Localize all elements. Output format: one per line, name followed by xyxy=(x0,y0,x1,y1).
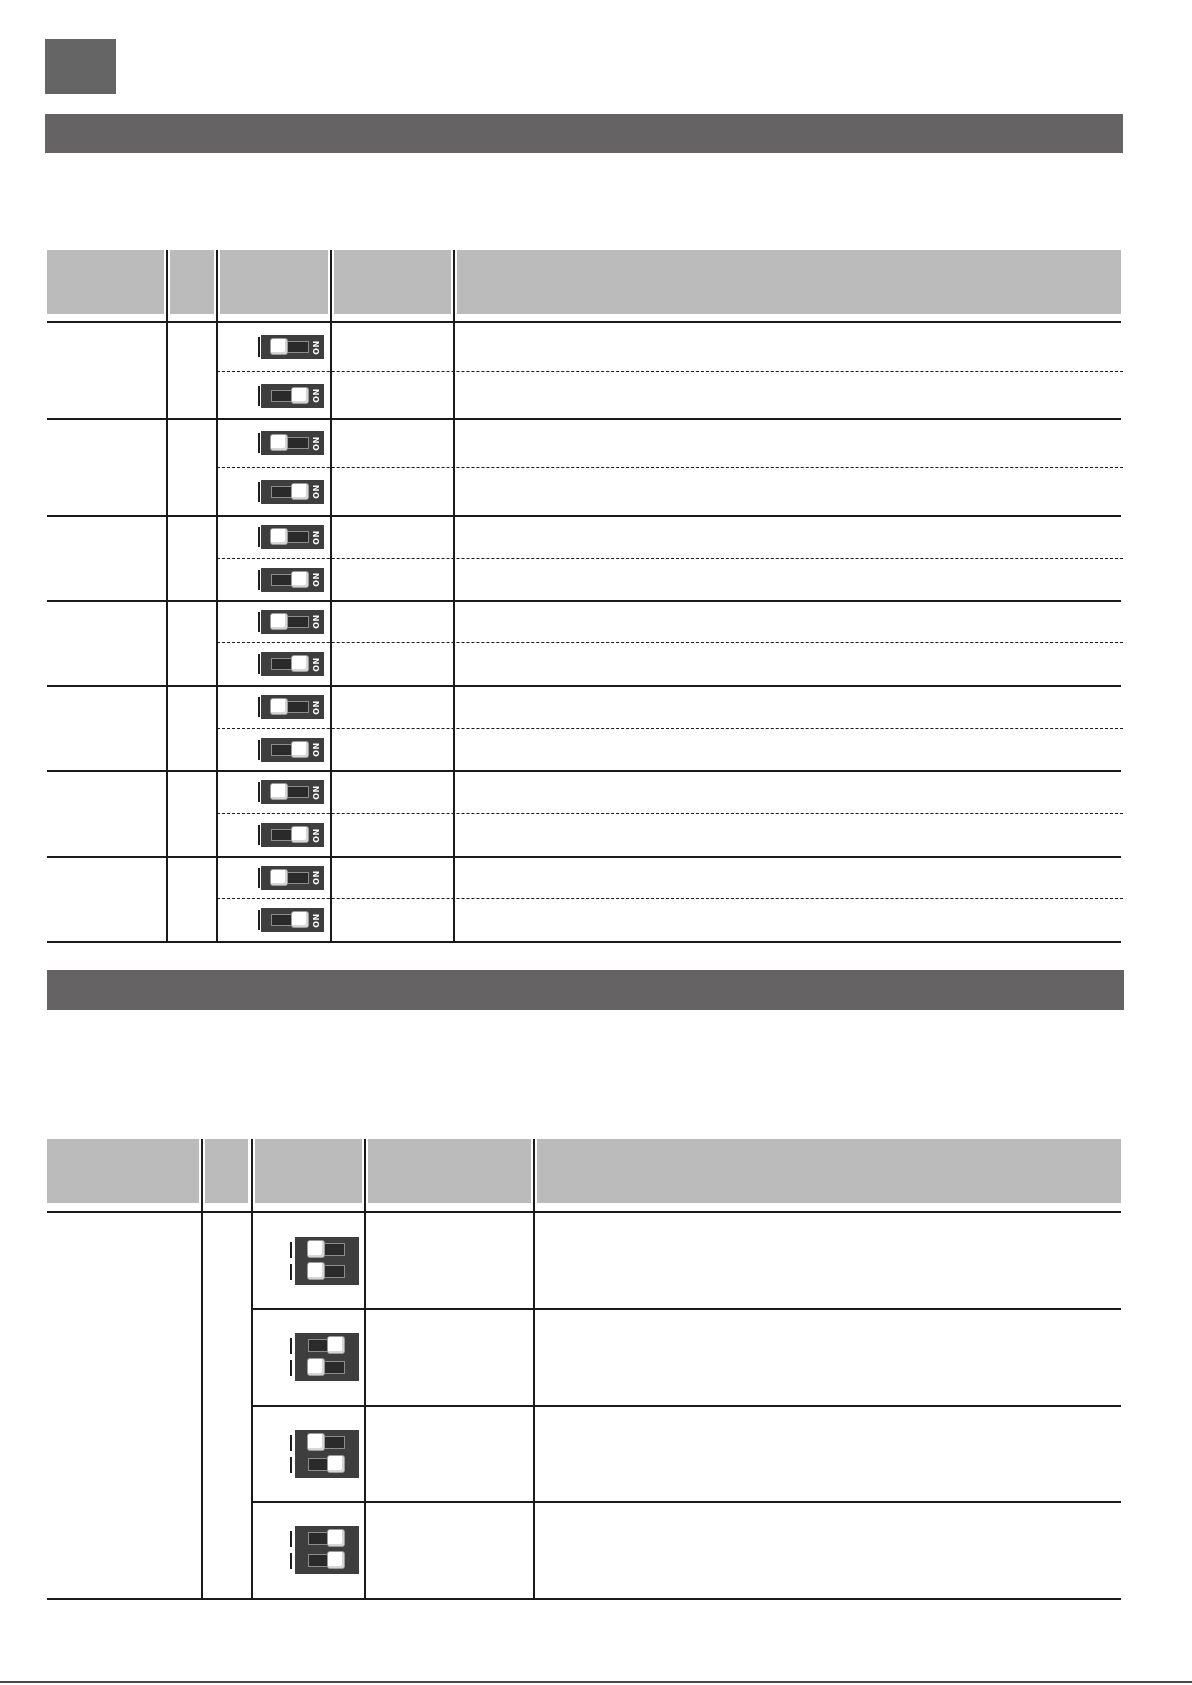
switch-tick-mark xyxy=(290,1242,292,1258)
switch-on-label-text: ON xyxy=(312,742,321,757)
section-header-bar-2 xyxy=(47,970,1124,1010)
table-header-cell xyxy=(255,1139,363,1202)
dip-switch xyxy=(258,335,324,359)
switch-on-label-text: ON xyxy=(312,436,321,451)
switch-on-label-text: ON xyxy=(312,388,321,403)
switch-on-label-text: ON xyxy=(312,656,321,672)
switch-slider-off xyxy=(307,1262,325,1280)
switch-tick-mark xyxy=(258,570,260,590)
row-divider-dashed xyxy=(217,558,1123,559)
dip-switch xyxy=(258,652,324,676)
row-divider xyxy=(47,941,1121,943)
switch-on-label-text: ON xyxy=(312,572,321,588)
switch-on-label-text: ON xyxy=(312,484,321,499)
dual-dip-switch xyxy=(290,1237,359,1285)
switch-tick-mark xyxy=(290,1531,292,1547)
switch-tick-mark xyxy=(258,527,260,547)
table-header-cell xyxy=(457,250,1121,314)
switch-tick-mark xyxy=(258,782,260,802)
dip-switch xyxy=(258,866,324,890)
column-divider xyxy=(364,1139,366,1599)
dip-switch xyxy=(258,610,324,634)
table-header-cell xyxy=(47,250,164,314)
row-divider xyxy=(47,515,1121,517)
dip-switch xyxy=(258,431,324,455)
switch-on-label xyxy=(310,480,323,504)
switch-slider-off xyxy=(307,1240,325,1258)
table-header-cell xyxy=(368,1139,531,1202)
switch-slider-on xyxy=(291,826,309,843)
switch-slider-on xyxy=(327,1336,345,1354)
switch-on-label xyxy=(310,568,323,592)
switch-slider-on xyxy=(291,571,309,588)
column-divider xyxy=(216,250,218,942)
switch-slider-on xyxy=(291,911,309,928)
switch-on-label-text: ON xyxy=(312,614,321,629)
switch-tick-mark xyxy=(290,1435,292,1451)
row-divider xyxy=(47,600,1121,602)
dip-switch xyxy=(258,738,324,762)
dual-dip-switch xyxy=(290,1430,359,1478)
row-divider xyxy=(252,1501,1122,1503)
switch-tick-mark xyxy=(258,482,260,502)
table-header-cell xyxy=(205,1139,248,1202)
column-divider xyxy=(166,250,168,942)
column-divider xyxy=(251,1139,253,1599)
dual-dip-switch xyxy=(290,1333,359,1381)
column-divider xyxy=(201,1139,203,1599)
dip-switch xyxy=(258,780,324,804)
table-header-cell xyxy=(220,250,328,314)
switch-slider-off xyxy=(270,698,288,715)
switch-on-label xyxy=(310,738,323,762)
switch-slider-off xyxy=(307,1358,325,1376)
row-divider xyxy=(47,770,1121,772)
switch-slider-on xyxy=(327,1551,345,1569)
switch-slider-off xyxy=(270,434,288,451)
switch-on-label xyxy=(310,525,323,549)
row-divider-dashed xyxy=(217,813,1123,814)
switch-tick-mark xyxy=(258,433,260,453)
switch-on-label-text: ON xyxy=(312,530,321,545)
switch-slider-off xyxy=(307,1433,325,1451)
column-divider xyxy=(453,250,455,942)
switch-slider-on xyxy=(291,387,309,404)
switch-on-label-text: ON xyxy=(312,827,321,843)
row-divider xyxy=(47,856,1121,858)
switch-slider-on xyxy=(291,655,309,672)
section-header-bar-1 xyxy=(45,114,1123,153)
switch-on-label-text: ON xyxy=(312,870,321,885)
switch-tick-mark xyxy=(258,612,260,632)
switch-on-label xyxy=(310,780,323,804)
switch-slider-off xyxy=(270,338,288,355)
column-divider xyxy=(330,250,332,942)
switch-tick-mark xyxy=(258,740,260,760)
row-divider xyxy=(47,1211,1121,1213)
switch-tick-mark xyxy=(258,910,260,930)
dip-switch xyxy=(258,384,324,408)
switch-on-label xyxy=(310,823,323,847)
switch-on-label xyxy=(310,335,323,359)
row-divider xyxy=(47,418,1121,420)
dip-switch xyxy=(258,525,324,549)
switch-tick-mark xyxy=(258,697,260,717)
switch-tick-mark xyxy=(258,868,260,888)
dip-switch xyxy=(258,908,324,932)
switch-tick-mark xyxy=(258,386,260,406)
switch-on-label xyxy=(310,431,323,455)
switch-slider-off xyxy=(270,613,288,630)
row-divider xyxy=(252,1308,1122,1310)
switch-tick-mark xyxy=(290,1360,292,1376)
switch-tick-mark xyxy=(290,1264,292,1280)
row-divider-dashed xyxy=(217,642,1123,643)
dip-switch xyxy=(258,568,324,592)
section-marker-square xyxy=(45,39,116,94)
switch-tick-mark xyxy=(290,1338,292,1354)
switch-on-label-text: ON xyxy=(312,339,321,355)
row-divider xyxy=(47,685,1121,687)
switch-tick-mark xyxy=(258,654,260,674)
dip-switch xyxy=(258,480,324,504)
row-divider xyxy=(47,1598,1121,1600)
switch-on-label xyxy=(310,866,323,890)
switch-slider-on xyxy=(327,1455,345,1473)
switch-on-label xyxy=(310,908,323,932)
table-header-cell xyxy=(47,1139,199,1202)
switch-slider-on xyxy=(291,741,309,758)
dual-dip-switch xyxy=(290,1526,359,1574)
switch-on-label xyxy=(310,695,323,719)
switch-tick-mark xyxy=(290,1457,292,1473)
switch-slider-off xyxy=(270,869,288,886)
switch-on-label xyxy=(310,384,323,408)
dip-switch xyxy=(258,695,324,719)
table-header-cell xyxy=(334,250,451,314)
row-divider-dashed xyxy=(217,371,1123,372)
switch-on-label-text: ON xyxy=(312,784,321,800)
switch-tick-mark xyxy=(258,825,260,845)
row-divider xyxy=(252,1405,1122,1407)
row-divider xyxy=(47,321,1121,323)
switch-slider-on xyxy=(291,483,309,500)
switch-tick-mark xyxy=(290,1553,292,1569)
row-divider-dashed xyxy=(217,898,1123,899)
table-header-cell xyxy=(170,250,215,314)
table-header-cell xyxy=(537,1139,1121,1202)
dip-switch xyxy=(258,823,324,847)
switch-tick-mark xyxy=(258,337,260,357)
switch-on-label-text: ON xyxy=(312,912,321,928)
row-divider-dashed xyxy=(217,467,1123,468)
row-divider-dashed xyxy=(217,728,1123,729)
switch-slider-off xyxy=(270,528,288,545)
switch-slider-off xyxy=(270,783,288,800)
switch-on-label xyxy=(310,610,323,634)
switch-slider-on xyxy=(327,1529,345,1547)
switch-on-label-text: ON xyxy=(312,699,321,715)
page-edge-rule xyxy=(0,1681,1192,1683)
column-divider xyxy=(533,1139,535,1599)
switch-on-label xyxy=(310,652,323,676)
